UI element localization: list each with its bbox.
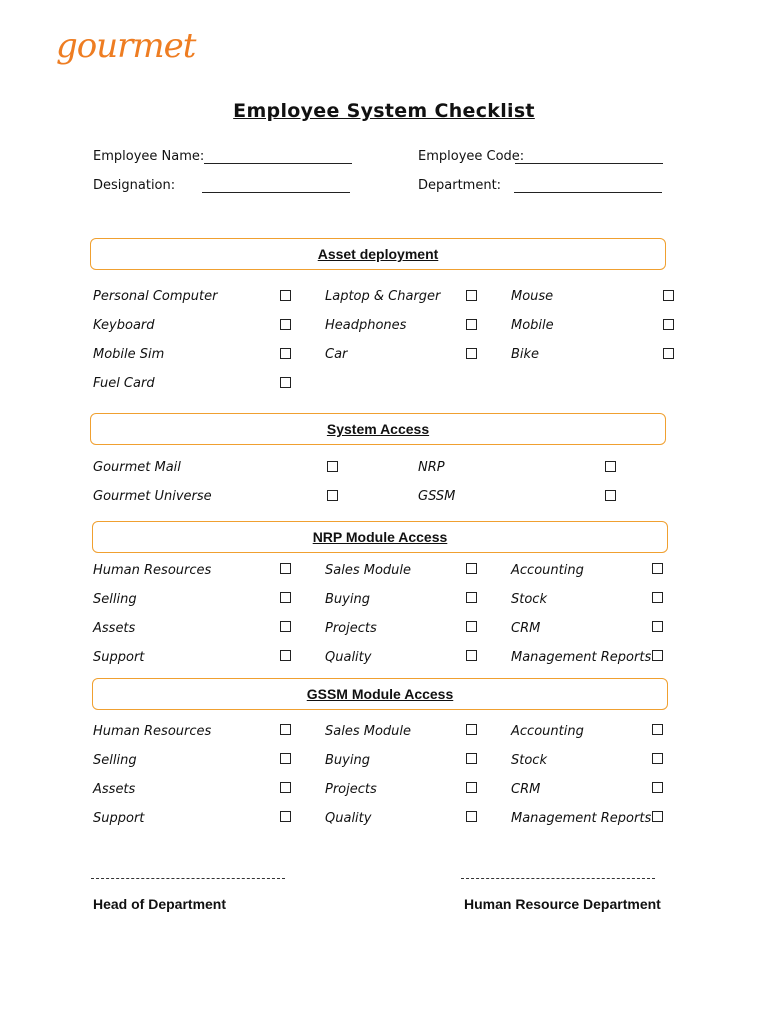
nrp-item: CRM <box>511 621 541 636</box>
asset-checkbox[interactable] <box>663 290 674 301</box>
gssm-item: Sales Module <box>325 724 412 739</box>
gssm-item: Quality <box>325 811 372 826</box>
gssm-checkbox[interactable] <box>280 724 291 735</box>
nrp-checkbox[interactable] <box>652 650 663 661</box>
nrp-item: Management Reports <box>511 650 652 665</box>
nrp-item: Buying <box>325 592 370 607</box>
gssm-item: Stock <box>511 753 547 768</box>
system-checkbox[interactable] <box>605 461 616 472</box>
asset-checkbox[interactable] <box>280 377 291 388</box>
signature-line-hr[interactable] <box>461 878 655 879</box>
page-title: Employee System Checklist <box>233 100 535 122</box>
system-item: NRP <box>418 460 445 475</box>
asset-checkbox[interactable] <box>466 290 477 301</box>
employee-name-label: Employee Name: <box>93 149 205 164</box>
gssm-item: Support <box>93 811 145 826</box>
nrp-module-header <box>92 521 668 553</box>
nrp-checkbox[interactable] <box>466 563 477 574</box>
gssm-item: Buying <box>325 753 370 768</box>
nrp-item: Human Resources <box>93 563 212 578</box>
gssm-item: Assets <box>93 782 136 797</box>
asset-item: Headphones <box>325 318 407 333</box>
system-access-title: System Access <box>326 421 430 437</box>
employee-code-label: Employee Code: <box>418 149 525 164</box>
nrp-checkbox[interactable] <box>652 621 663 632</box>
nrp-checkbox[interactable] <box>280 650 291 661</box>
asset-checkbox[interactable] <box>663 319 674 330</box>
asset-item: Mobile Sim <box>93 347 165 362</box>
nrp-item: Projects <box>325 621 377 636</box>
nrp-module-title: NRP Module Access <box>312 529 448 545</box>
system-item: GSSM <box>418 489 456 504</box>
asset-item: Mouse <box>511 289 554 304</box>
gssm-module-header <box>92 678 668 710</box>
nrp-item: Accounting <box>511 563 584 578</box>
gssm-checkbox[interactable] <box>280 782 291 793</box>
gssm-checkbox[interactable] <box>466 724 477 735</box>
nrp-item: Stock <box>511 592 547 607</box>
gssm-item: Accounting <box>511 724 584 739</box>
gssm-checkbox[interactable] <box>652 753 663 764</box>
asset-checkbox[interactable] <box>280 348 291 359</box>
employee-name-field[interactable] <box>204 163 352 164</box>
gssm-item: CRM <box>511 782 541 797</box>
asset-item: Personal Computer <box>93 289 218 304</box>
system-item: Gourmet Mail <box>93 460 181 475</box>
asset-item: Car <box>325 347 348 362</box>
asset-deployment-header <box>90 238 666 270</box>
gssm-checkbox[interactable] <box>466 811 477 822</box>
asset-checkbox[interactable] <box>280 290 291 301</box>
gssm-checkbox[interactable] <box>652 811 663 822</box>
head-of-department-label: Head of Department <box>93 896 227 912</box>
gourmet-logo: gourmet <box>56 26 196 66</box>
designation-field[interactable] <box>202 192 350 193</box>
nrp-checkbox[interactable] <box>280 563 291 574</box>
asset-checkbox[interactable] <box>663 348 674 359</box>
nrp-checkbox[interactable] <box>466 592 477 603</box>
nrp-checkbox[interactable] <box>466 650 477 661</box>
asset-item: Mobile <box>511 318 554 333</box>
gssm-checkbox[interactable] <box>466 753 477 764</box>
gssm-item: Management Reports <box>511 811 652 826</box>
gssm-checkbox[interactable] <box>652 724 663 735</box>
asset-item: Fuel Card <box>93 376 155 391</box>
nrp-checkbox[interactable] <box>652 592 663 603</box>
system-checkbox[interactable] <box>327 490 338 501</box>
signature-line-hod[interactable] <box>91 878 285 879</box>
asset-checkbox[interactable] <box>466 348 477 359</box>
asset-deployment-title: Asset deployment <box>317 246 439 262</box>
nrp-item: Assets <box>93 621 136 636</box>
hr-department-label: Human Resource Department <box>464 896 661 912</box>
department-label: Department: <box>418 178 502 193</box>
nrp-item: Quality <box>325 650 372 665</box>
system-item: Gourmet Universe <box>93 489 212 504</box>
gssm-checkbox[interactable] <box>280 753 291 764</box>
nrp-checkbox[interactable] <box>280 621 291 632</box>
nrp-item: Selling <box>93 592 137 607</box>
asset-item: Laptop & Charger <box>325 289 441 304</box>
gssm-item: Selling <box>93 753 137 768</box>
nrp-checkbox[interactable] <box>466 621 477 632</box>
employee-code-field[interactable] <box>515 163 663 164</box>
asset-item: Keyboard <box>93 318 155 333</box>
system-checkbox[interactable] <box>605 490 616 501</box>
asset-checkbox[interactable] <box>280 319 291 330</box>
nrp-checkbox[interactable] <box>652 563 663 574</box>
gssm-item: Projects <box>325 782 377 797</box>
designation-label: Designation: <box>93 178 176 193</box>
asset-item: Bike <box>511 347 540 362</box>
gssm-module-title: GSSM Module Access <box>306 686 454 702</box>
gssm-checkbox[interactable] <box>280 811 291 822</box>
system-checkbox[interactable] <box>327 461 338 472</box>
gssm-checkbox[interactable] <box>466 782 477 793</box>
gssm-checkbox[interactable] <box>652 782 663 793</box>
department-field[interactable] <box>514 192 662 193</box>
asset-checkbox[interactable] <box>466 319 477 330</box>
nrp-item: Support <box>93 650 145 665</box>
gssm-item: Human Resources <box>93 724 212 739</box>
system-access-header <box>90 413 666 445</box>
nrp-checkbox[interactable] <box>280 592 291 603</box>
nrp-item: Sales Module <box>325 563 412 578</box>
